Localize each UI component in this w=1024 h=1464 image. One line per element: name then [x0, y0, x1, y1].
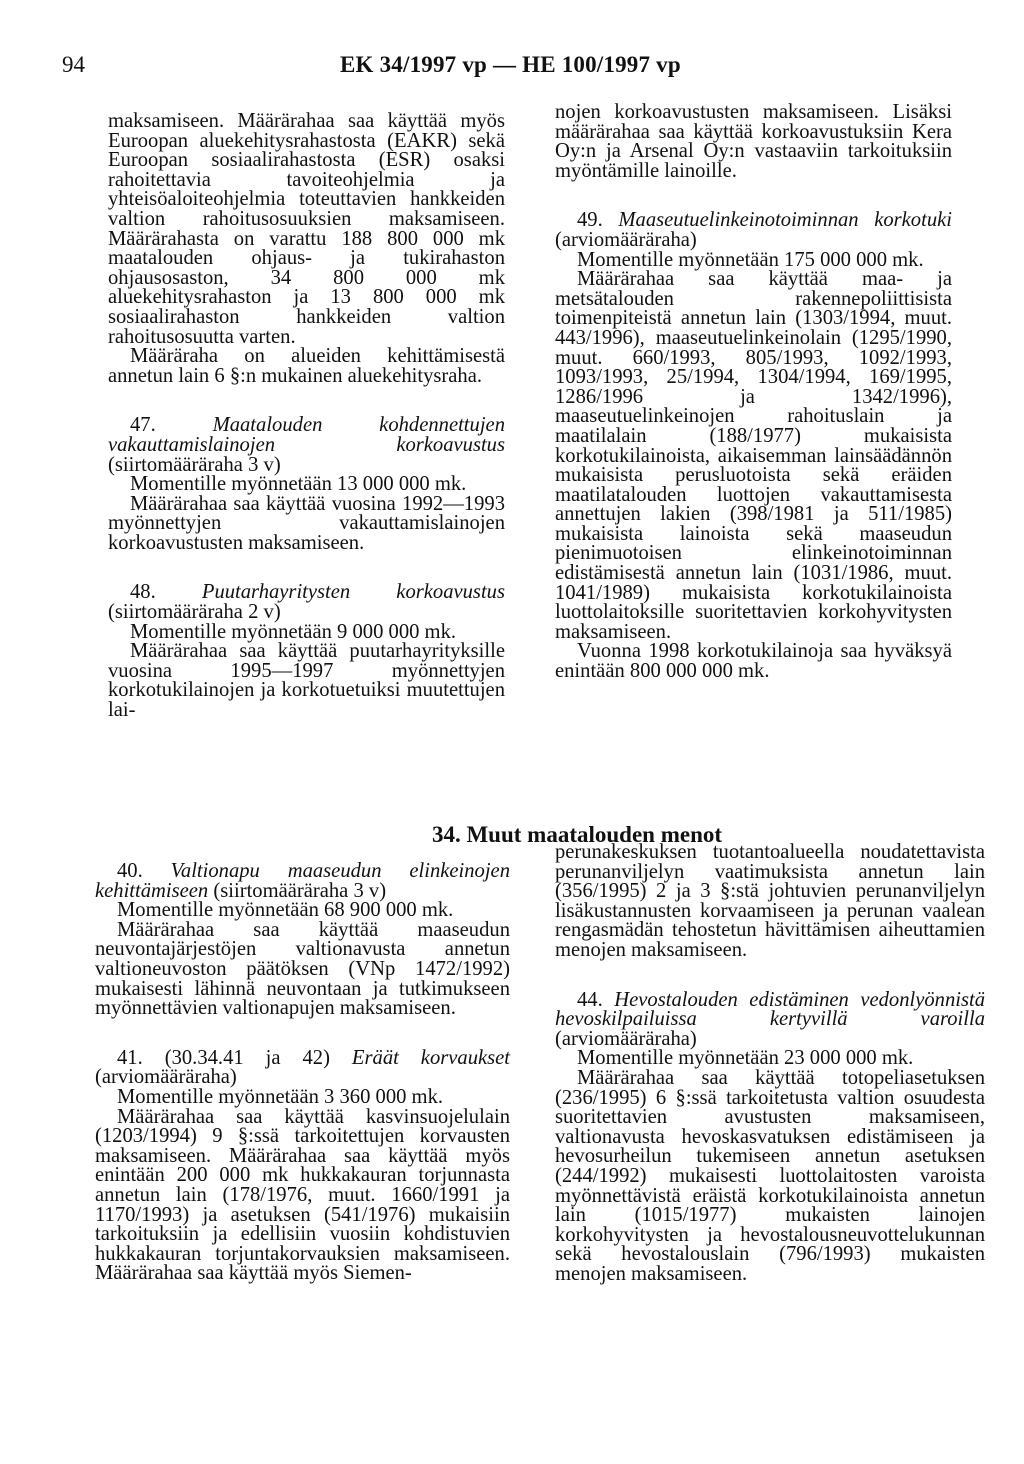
page-header [0, 52, 1024, 92]
item-type: (arviomääräraha) [95, 1066, 237, 1089]
left-column-bottom [95, 862, 510, 1284]
item-40-heading [95, 862, 510, 901]
paragraph: maksamiseen. Määrärahaa saa käyttää myös Euroopan aluekehitysrahastosta (EAKR) sekä Euroopan sosiaalirahastosta (ESR) osaksi rahoitettavia tavoiteohjelmia ja yhteisöaloiteohjelmia toteuttavien hankkeiden valtion rahoitusosuuksien maksamiseen. Määrärahasta on varattu 188 800 000 mk maatalouden ohjaus- ja tukirahaston ohjausosaston, 34 800 000 mk aluekehitysrahaston ja 13 800 000 mk sosiaalirahaston hankkeiden valtion rahoitusosuutta varten. [108, 110, 505, 348]
paragraph: Määräraha on alueiden kehittämisestä annetun lain 6 §:n mukainen aluekehitysraha. [108, 345, 505, 387]
item-type: (siirtomääräraha 3 v) [108, 453, 281, 476]
item-reference: (30.34.41 ja 42) [164, 1046, 330, 1069]
item-title: Maatalouden kohdennettujen vakauttamislainojen korkoavustus [108, 414, 505, 456]
item-49-heading [555, 211, 952, 250]
item-title: Valtionapu maaseudun elinkeinojen kehittämiseen [95, 860, 510, 902]
item-type: (siirtomääräraha 3 v) [213, 879, 387, 902]
paragraph: Määrärahaa saa käyttää totopeliasetuksen (236/1995) 6 §:ssä tarkoitetusta valtion osuudesta suoritettavien avustusten maksamiseen, valtionavusta hevoskasvatuksen edistämiseen ja hevosurheilun tukemiseen annetun asetuksen (244/1992) mukaisesti luottolaitosten varoista myönnettävistä eräistä korkotukilainoista annetun lain (1015/1977) mukaisten lainojen korkohyvitysten ja hevostalousneuvottelukunnan sekä hevostalouslain (796/1993) mukaisten menojen maksamiseen. [555, 1066, 985, 1285]
item-number: 40. [117, 860, 143, 882]
item-44-heading [555, 988, 986, 1050]
paragraph: Momentille myönnetään 175 000 000 mk. [577, 248, 924, 271]
item-type: (arviomääräraha) [555, 228, 697, 251]
paragraph: nojen korkoavustusten maksamiseen. Lisäksi määrärahaa saa käyttää korkoavustuksiin Kera Oy:n ja Arsenal Oy:n vastaaviin tarkoituksiin myöntämille lainoille. [555, 101, 952, 182]
left-column-top [108, 112, 505, 721]
paragraph: perunakeskuksen tuotantoalueella noudatettavista perunanviljelyn vaatimuksista annetun lain (356/1995) 2 ja 3 §:stä johtuvien perunanviljelyn lisäkustannusten korvaamiseen ja perunan vaalean rengasmädän tehostetun hävittämisen aiheuttamien menojen maksamiseen. [555, 841, 985, 961]
paragraph: Momentille myönnetään 9 000 000 mk. [130, 620, 457, 643]
item-number: 48. [130, 581, 156, 604]
paragraph: Momentille myönnetään 3 360 000 mk. [117, 1085, 444, 1108]
paragraph: Momentille myönnetään 68 900 000 mk. [117, 899, 454, 922]
item-title: Hevostalouden edistäminen vedonlyönnistä hevoskilpailuissa kertyvillä varoilla [555, 988, 986, 1031]
paragraph: Määrärahaa saa käyttää vuosina 1992—1993 myönnettyjen vakauttamislainojen korkoavustusten maksamiseen. [108, 492, 505, 554]
right-column-bottom [555, 843, 985, 1284]
item-number: 44. [577, 988, 603, 1011]
item-48-heading [108, 583, 505, 622]
item-number: 49. [577, 209, 603, 232]
item-41-heading [95, 1046, 511, 1089]
paragraph: Momentille myönnetään 23 000 000 mk. [577, 1047, 914, 1070]
paragraph: Vuonna 1998 korkotukilainoja saa hyväksyä enintään 800 000 000 mk. [555, 640, 952, 683]
item-title: Eräät korvaukset [351, 1046, 511, 1069]
right-column-top [555, 103, 952, 682]
item-number: 41. [117, 1046, 143, 1069]
item-title: Maaseutuelinkeinotoiminnan korkotuki [618, 209, 952, 232]
paragraph: Momentille myönnetään 13 000 000 mk. [130, 473, 467, 496]
paragraph: Määrärahaa saa käyttää puutarhayrityksille vuosina 1995—1997 myönnettyjen korkotukilainojen ja korkotuetuiksi muutettujen lai- [108, 640, 505, 722]
paragraph: Määrärahaa saa käyttää maa- ja metsätalouden rakennepoliittisista toimenpiteistä annetun lain (1303/1994, muut. 443/1996), maaseutuelinkeinolain (1295/1990, muut. 660/1993, 805/1993, 1092/1993, 1093/1993, 25/1994, 1304/1994, 169/1995, 1286/1996 ja 1342/1996), maaseutuelinkeinojen rahoituslain ja maatilalain (188/1977) mukaisista korkotukilainoista, aikaisemman lainsäädännön mukaisista perusluotoista sekä eräiden maatilatalouden luottojen vakauttamisesta annettujen lakien (398/1981 ja 511/1985) mukaisista lainoista sekä maaseudun pienimuotoisen elinkeinotoiminnan edistämisestä annetun lain (1031/1986, muut. 1041/1989) mukaisista korkotukilainoista luottolaitoksille suoritettavien korkohyvitysten maksamiseen. [555, 268, 952, 643]
item-47-heading [108, 416, 505, 475]
paragraph: Määrärahaa saa käyttää kasvinsuojelulain (1203/1994) 9 §:ssä tarkoitettujen korvausten maksamiseen. Määrärahaa saa käyttää myös enintään 200 000 mk hukkakauran torjunnasta annetun lain (178/1976, muut. 1660/1991 ja 1170/1993) ja asetuksen (541/1976) mukaisiin tarkoituksiin ja edellisiin vuosiin kohdistuvien hukkakauran torjuntakorvauksien maksamiseen. Määrärahaa saa käyttää myös Siemen- [95, 1105, 510, 1285]
item-number: 47. [130, 414, 156, 437]
item-type: (siirtomääräraha 2 v) [108, 601, 281, 624]
running-head: EK 34/1997 vp — HE 100/1997 vp [340, 52, 681, 77]
paragraph: Määrärahaa saa käyttää maaseudun neuvontajärjestöjen valtionavusta annetun valtioneuvoston päätöksen (VNp 1472/1992) mukaisesti lähinnä neuvontaan ja tutkimukseen myönnettävien valtionapujen maksamiseen. [95, 918, 510, 1020]
item-title: Puutarhayritysten korkoavustus [201, 581, 505, 604]
item-type: (arviomääräraha) [555, 1027, 697, 1050]
section-heading: 34. Muut maatalouden menot [431, 822, 723, 847]
page-number: 94 [62, 52, 85, 77]
